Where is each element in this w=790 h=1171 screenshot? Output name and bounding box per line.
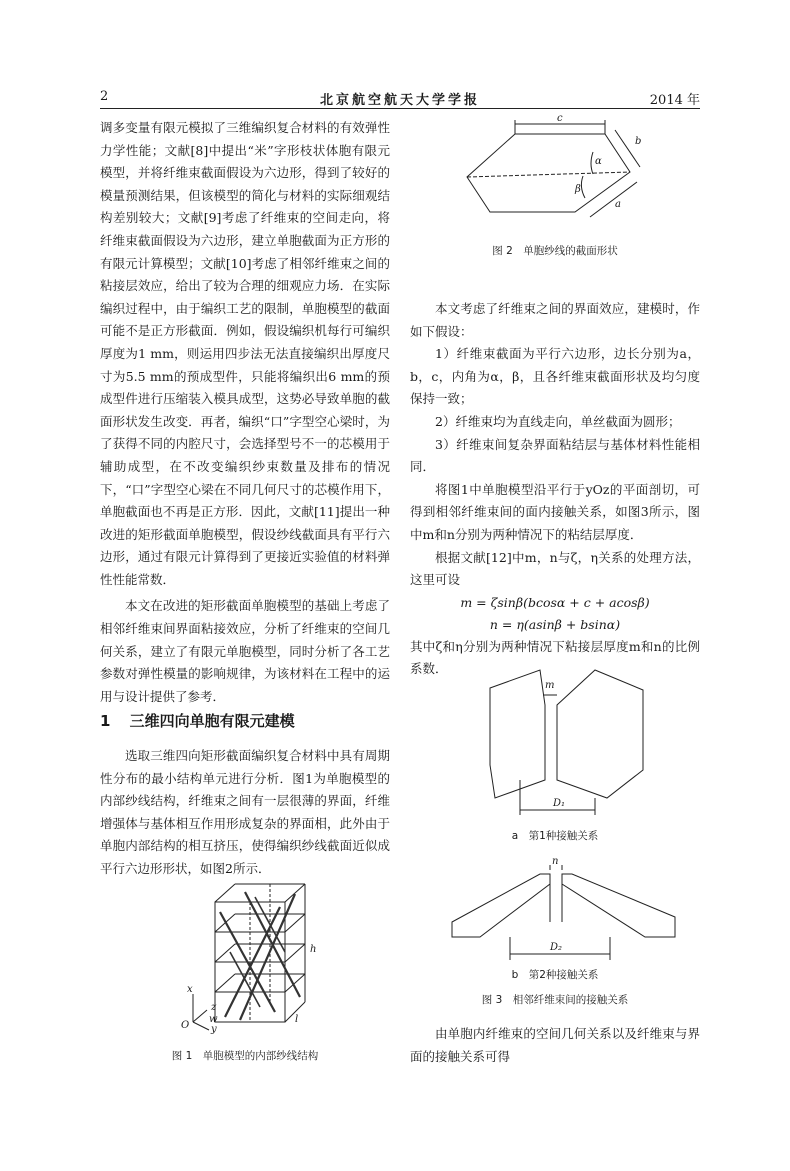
figure-2-caption: 图 2 单胞纱线的截面形状 — [492, 245, 618, 257]
axis-label-y: y — [211, 1024, 217, 1035]
assumption-2: 2）纤维束均为直线走向，单丝截面为圆形； — [435, 413, 681, 429]
section-number: 1 — [100, 712, 111, 730]
axis-label-x: x — [187, 984, 193, 995]
paragraph: 选取三维四向矩形截面编织复合材料中具有周期性分布的最小结构单元进行分析．图1为单胞模型的内部纱线结构，纤维束之间有一层很薄的界面，纤维增强体与基体相互作用形成复杂的界面相，此外由于单胞内部结构的相互挤压，使得编织纱线截面近似成平行六边形形状，如图2所示． — [100, 748, 390, 876]
figure-3a-caption: a 第1种接触关系 — [511, 830, 599, 842]
left-column-lower — [100, 745, 390, 881]
dimension-h: h — [310, 944, 317, 955]
section-heading — [100, 710, 390, 731]
edge-label-c: c — [557, 113, 563, 124]
journal-title: 北京航空航天大学学报 — [319, 93, 480, 108]
paragraph: 本文在改进的矩形截面单胞模型的基础上考虑了相邻纤维束间界面粘接效应，分析了纤维束的空间几何关系，建立了有限元单胞模型，同时分析了各工艺参数对弹性模量的影响规律，为该材料在工程中的运用与设计提供了参考． — [100, 598, 390, 704]
thickness-label-n: n — [552, 856, 559, 867]
distance-label-d2: D₂ — [550, 942, 563, 953]
angle-label-beta: β — [575, 184, 581, 195]
thickness-label-m: m — [545, 680, 555, 691]
figure-1-caption: 图 1 单胞模型的内部纱线结构 — [171, 1050, 319, 1062]
origin-label: O — [181, 1020, 190, 1031]
paragraph: 其中ζ和η分别为两种情况下粘接层厚度m和n的比例系数． — [410, 638, 700, 677]
angle-label-alpha: α — [595, 156, 602, 167]
figure-2-yarn-cross-section — [465, 112, 655, 222]
figure-3-caption: 图 3 相邻纤维束间的接触关系 — [481, 994, 629, 1006]
dimension-w: w — [209, 1014, 218, 1025]
right-column-lower — [410, 1023, 700, 1068]
dimension-l: l — [295, 1014, 299, 1025]
page-number: 2 — [100, 89, 109, 104]
paragraph: 本文考虑了纤维束之间的界面效应，建模时，作如下假设： — [410, 301, 700, 339]
right-column — [410, 298, 700, 681]
figure-3b-contact-relation-2 — [450, 856, 680, 962]
paragraph: 将图1中单胞模型沿平行于yOz的平面剖切，可得到相邻纤维束间的面内接触关系，如图3所示，图中m和n分别为两种情况下的粘结层厚度． — [410, 481, 700, 542]
running-header — [100, 86, 700, 109]
assumption-3: 3）纤维束间复杂界面粘结层与基体材料性能相同． — [410, 436, 700, 475]
figure-3b-caption: b 第2种接触关系 — [511, 969, 599, 981]
paragraph: 由单胞内纤维束的空间几何关系以及纤维束与界面的接触关系可得 — [410, 1026, 700, 1064]
equation-1: m = ζsinβ(bcosα + c + acosβ) — [460, 594, 650, 610]
journal-year: 2014 年 — [649, 93, 700, 108]
paragraph: 调多变量有限元模拟了三维编织复合材料的有效弹性力学性能；文献[8]中提出“米”字形枝状体胞有限元模型，并将纤维束截面假设为六边形，得到了较好的模量预测结果，但该模型的简化与材料的实际细观结构差别较大；文献[9]考虑了纤维束的空间走向，将纤维束截面假设为六边形，建立单胞截面为正方形的有限元计算模型；文献[10]考虑了相邻纤维束之间的粘接层效应，给出了较为合理的细观应力场．在实际编织过程中，由于编织工艺的限制，单胞模型的截面可能不是正方形截面．例如，假设编织机每行可编织厚度为1 mm，则运用四步法无法直接编织出厚度尺寸为5.5 mm的预成型件，只能将编织出6 mm的预成型件进行压缩装入模具成型，这势必导致单胞的截面形状发生改变．再者，编织“口”字型空心梁时，为了获得不同的内腔尺寸，会选择型号不一的芯模用于辅助成型，在不改变编织纱束数量及排布的情况下，“口”字型空心梁在不同几何尺寸的芯模作用下，单胞截面也不再是正方形．因此，文献[11]提出一种改进的矩形截面单胞模型，假设纱线截面具有平行六边形，通过有限元计算得到了更接近实验值的材料弹性性能常数． — [100, 120, 390, 587]
left-column — [100, 117, 390, 708]
assumption-1: 1）纤维束截面为平行六边形，边长分别为a，b，c，内角为α，β，且各纤维束截面形状及均匀度保持一致； — [410, 346, 700, 407]
figure-3a-contact-relation-1 — [485, 670, 645, 820]
figure-1-unit-cell-diagram — [181, 882, 325, 1035]
axis-label-z: z — [211, 1002, 217, 1013]
distance-label-d1: D₁ — [553, 798, 566, 809]
equation-2: n = η(asinβ + bsinα) — [489, 616, 621, 632]
edge-label-a: a — [615, 199, 621, 210]
section-title: 三维四向单胞有限元建模 — [129, 712, 295, 730]
paragraph: 根据文献[12]中m，n与ζ，η关系的处理方法，这里可设 — [410, 549, 700, 588]
edge-label-b: b — [635, 136, 642, 147]
